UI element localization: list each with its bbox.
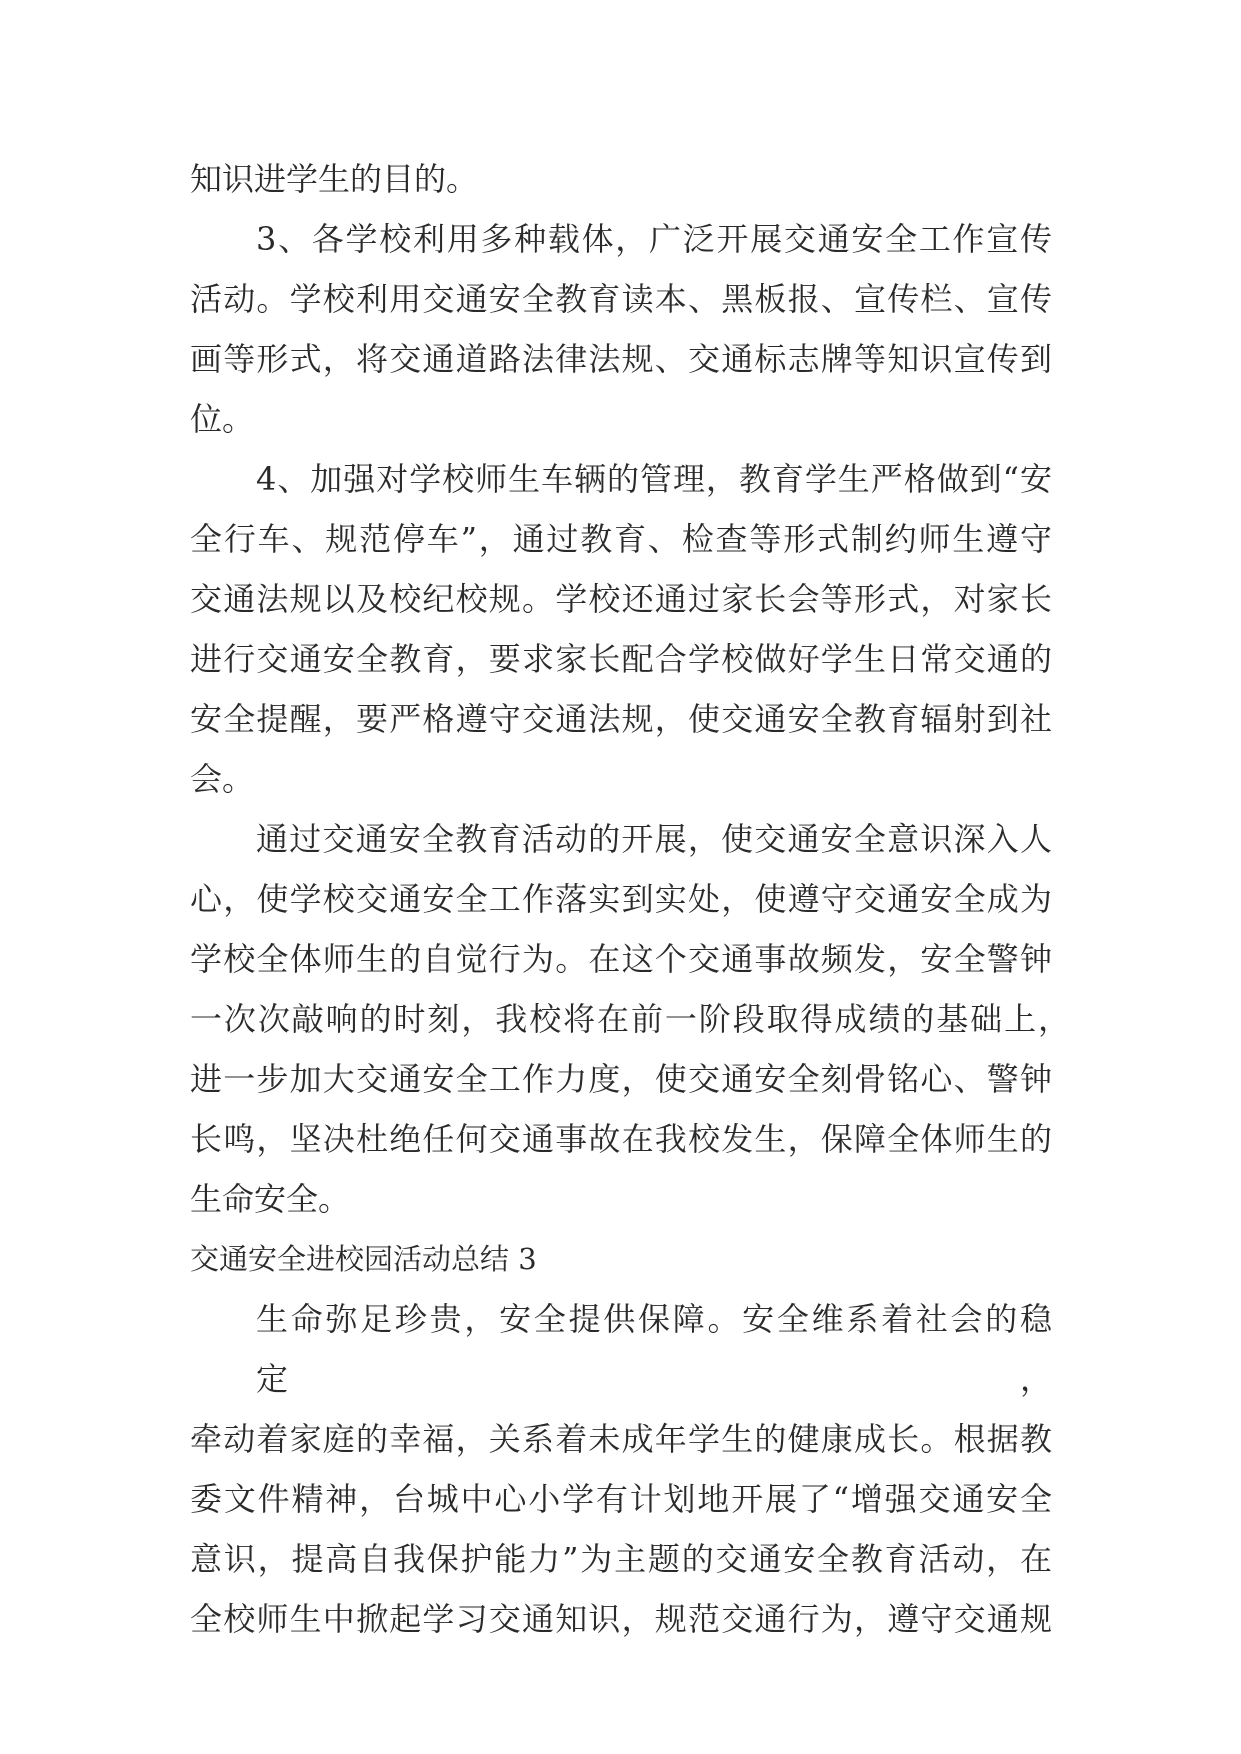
paragraph: [190, 449, 1074, 809]
text-line: 学校全体师生的自觉行为。在这个交通事故频发，安全警钟: [190, 940, 1052, 978]
paragraph: [190, 209, 1074, 449]
text-line: 进行交通安全教育，要求家长配合学校做好学生日常交通的: [190, 640, 1052, 678]
paragraph: [190, 809, 1074, 1229]
text-line: 位。: [190, 400, 255, 438]
text-line: 心，使学校交通安全工作落实到实处，使遵守交通安全成为: [190, 880, 1052, 918]
text-line: 委文件精神，台城中心小学有计划地开展了“增强交通安全: [190, 1480, 1052, 1518]
text-line: 进一步加大交通安全工作力度，使交通安全刻骨铭心、警钟: [190, 1060, 1052, 1098]
text-line: 画等形式，将交通道路法律法规、交通标志牌等知识宣传到: [190, 340, 1052, 378]
text-line: 全校师生中掀起学习交通知识，规范交通行为，遵守交通规: [190, 1600, 1052, 1638]
document-body: [190, 149, 1074, 1649]
text-line: 生命安全。: [190, 1180, 351, 1218]
text-line: 通过交通安全教育活动的开展，使交通安全意识深入人: [256, 820, 1052, 858]
section-heading: 交通安全进校园活动总结 3: [190, 1242, 537, 1276]
text-line: 长鸣，坚决杜绝任何交通事故在我校发生，保障全体师生的: [190, 1120, 1052, 1158]
paragraph: [190, 149, 1074, 209]
text-line: 一次次敲响的时刻，我校将在前一阶段取得成绩的基础上，: [190, 1000, 1070, 1038]
text-line: 生命弥足珍贵，安全提供保障。安全维系着社会的稳定，: [256, 1300, 1052, 1398]
paragraph: [190, 1289, 1074, 1649]
text-line: 安全提醒，要严格遵守交通法规，使交通安全教育辐射到社: [190, 700, 1052, 738]
text-line: 全行车、规范停车”，通过教育、检查等形式制约师生遵守: [190, 520, 1052, 558]
text-line: 4、加强对学校师生车辆的管理，教育学生严格做到“安: [256, 460, 1052, 498]
text-line: 会。: [190, 760, 255, 798]
text-line: 知识进学生的目的。: [190, 160, 479, 198]
text-line: 意识，提高自我保护能力”为主题的交通安全教育活动，在: [190, 1540, 1052, 1578]
text-line: 3、各学校利用多种载体，广泛开展交通安全工作宣传: [256, 220, 1052, 258]
text-line: 活动。学校利用交通安全教育读本、黑板报、宣传栏、宣传: [190, 280, 1052, 318]
text-line: 牵动着家庭的幸福，关系着未成年学生的健康成长。根据教: [190, 1420, 1052, 1458]
text-line: 交通法规以及校纪校规。学校还通过家长会等形式，对家长: [190, 580, 1052, 618]
